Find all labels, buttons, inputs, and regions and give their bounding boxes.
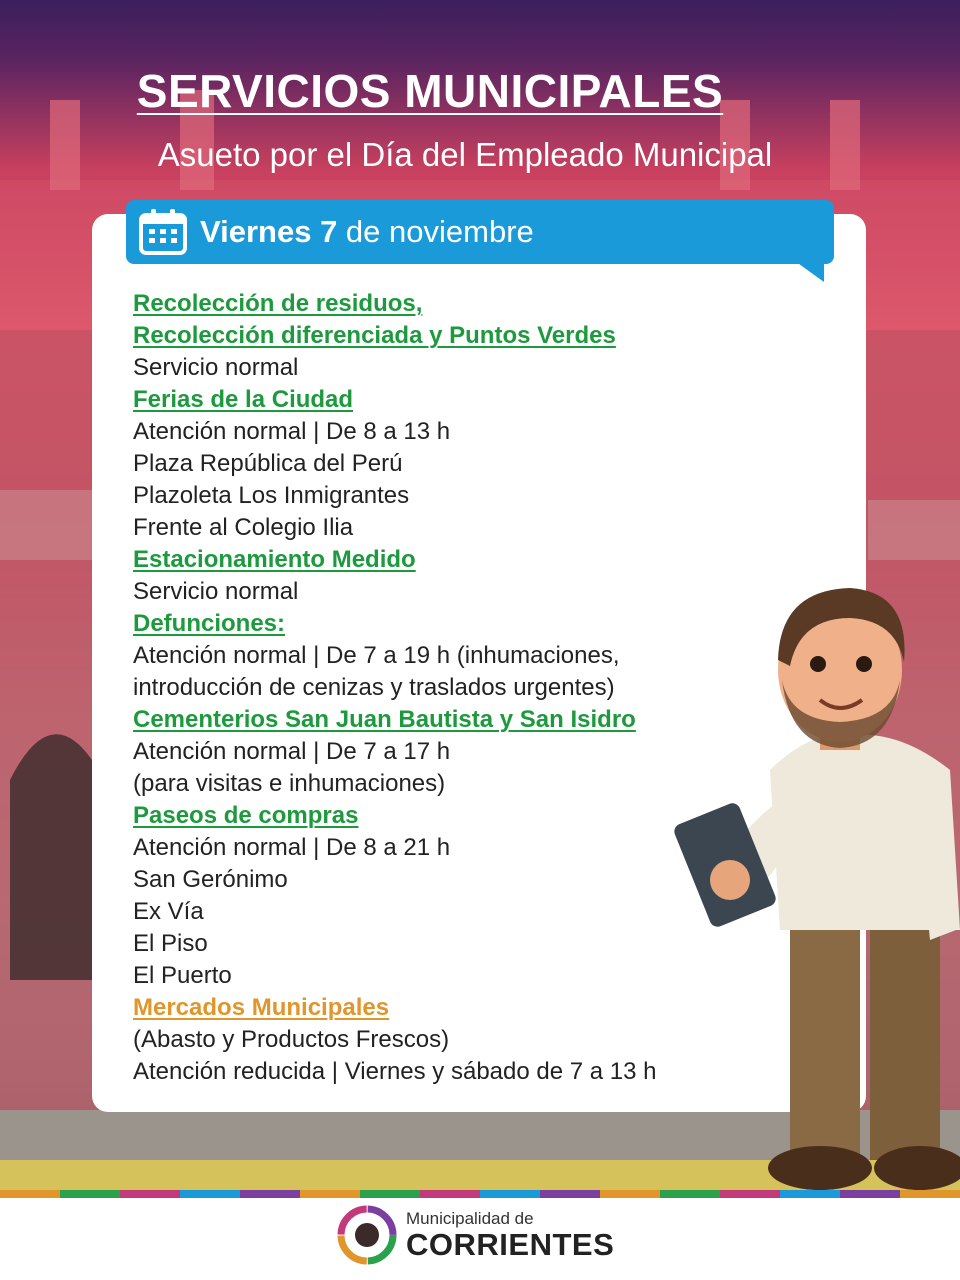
service-detail-line: Atención normal | De 7 a 19 h (inhumaciones, [133,642,620,669]
service-detail-line: Frente al Colegio Ilia [133,514,354,541]
date-banner-tail [788,256,824,282]
service-heading: Estacionamiento Medido [133,546,416,573]
service-detail-line: El Puerto [133,962,232,989]
service-detail-line: (Abasto y Productos Frescos) [133,1026,450,1053]
service-heading: Ferias de la Ciudad [133,386,354,413]
municipality-logo-mark [336,1204,398,1266]
service-detail-line: Plazoleta Los Inmigrantes [133,482,410,509]
service-detail-line: (para visitas e inhumaciones) [133,770,446,797]
date-day: Viernes 7 [200,214,338,249]
service-detail-line: Atención normal | De 7 a 17 h [133,738,451,765]
page-subtitle: Asueto por el Día del Empleado Municipal [157,136,773,173]
logo-bottom-text: CORRIENTES [406,1227,615,1262]
page-title: SERVICIOS MUNICIPALES [136,65,724,117]
service-detail-line: Atención normal | De 8 a 13 h [133,418,451,445]
service-detail-line: introducción de cenizas y traslados urgentes) [133,674,615,701]
service-detail-line: Atención normal | De 8 a 21 h [133,834,451,861]
logo-top-text: Municipalidad de [406,1209,534,1228]
employee-character-illustration [660,570,960,1210]
service-heading: Mercados Municipales [133,994,390,1021]
service-heading: Defunciones: [133,610,286,637]
service-detail-line: El Piso [133,930,208,957]
service-detail-line: Ex Vía [133,898,204,925]
date-text [200,214,534,250]
footer-color-stripe [0,1190,960,1198]
service-detail-line: Atención reducida | Viernes y sábado de 7 a 13 h [133,1058,657,1085]
service-detail-line: San Gerónimo [133,866,288,893]
service-heading: Recolección de residuos, [133,290,423,317]
service-heading: Recolección diferenciada y Puntos Verdes [133,322,616,349]
service-detail-line: Servicio normal [133,578,299,605]
service-detail-line: Servicio normal [133,354,299,381]
date-banner [126,200,834,264]
municipality-logo [336,1204,614,1266]
date-month: de noviembre [337,214,534,249]
service-detail-line: Plaza República del Perú [133,450,403,477]
logo-text [406,1209,614,1261]
service-heading: Paseos de compras [133,802,359,829]
calendar-icon [138,207,188,257]
service-heading: Cementerios San Juan Bautista y San Isidro [133,706,636,733]
